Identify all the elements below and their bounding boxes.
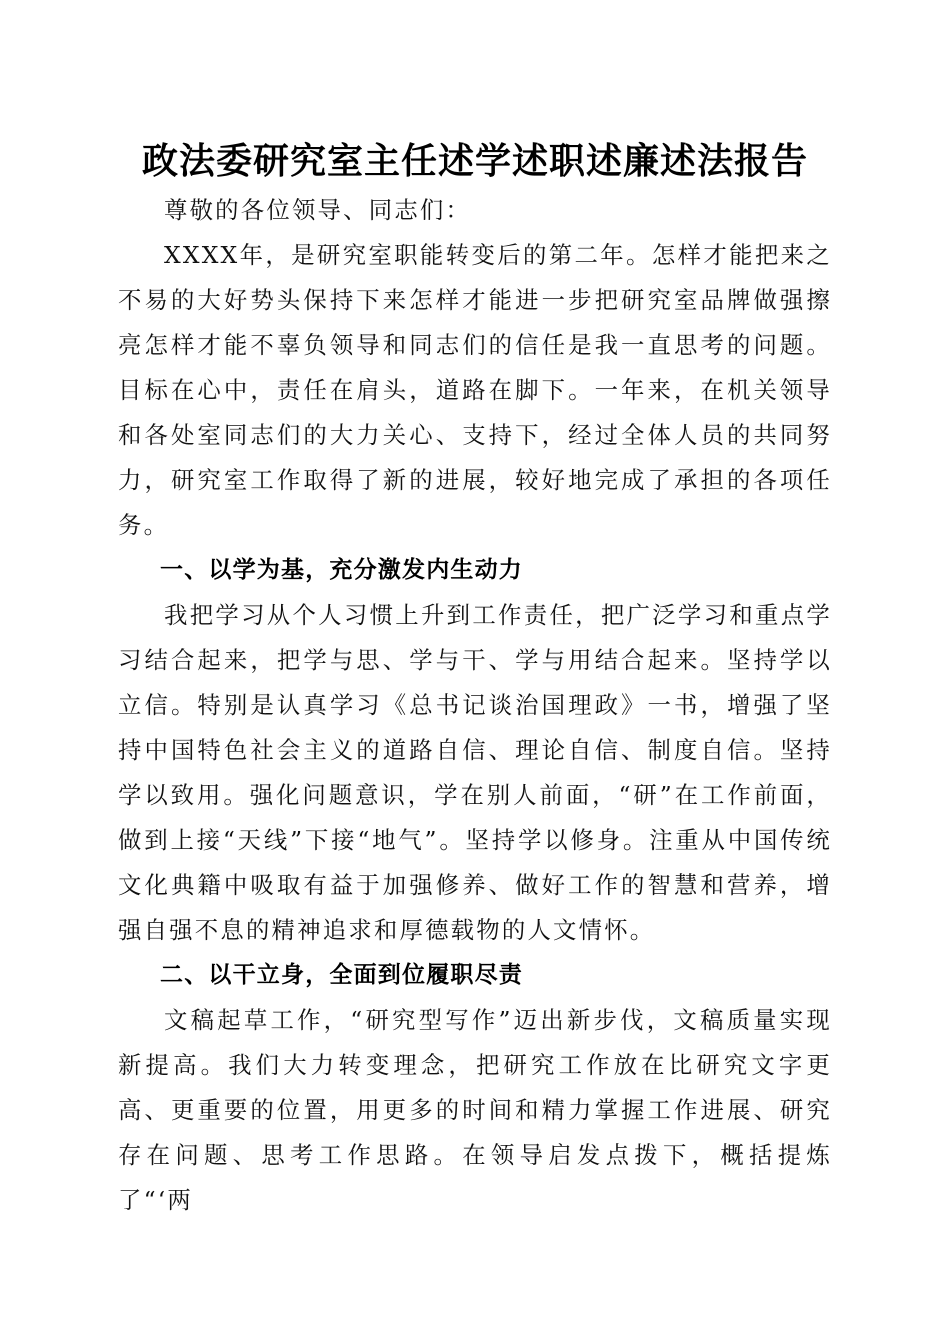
section-heading-2: 二、以干立身，全面到位履职尽责 <box>160 962 523 988</box>
document-body <box>118 138 832 1223</box>
section-body-1: 我把学习从个人习惯上升到工作责任，把广泛学习和重点学习结合起来，把学与思、学与干、学与用结合起来。坚持学以立信。特别是认真学习《总书记谈治国理政》一书，增强了坚持中国特色社会主义的道路自信、理论自信、制度自信。坚持学以致用。强化问题意识，学在别人前面，“研”在工作前面，做到上接“天线”下接“地气”。坚持学以修身。注重从中国传统文化典籍中吸取有益于加强修养、做好工作的智慧和营养，增强自强不息的精神追求和厚德载物的人文情怀。 <box>118 601 832 944</box>
section-heading-1: 一、以学为基，充分激发内生动力 <box>160 557 523 583</box>
section-body-2: 文稿起草工作，“研究型写作”迈出新步伐，文稿质量实现新提高。我们大力转变理念，把研究工作放在比研究文字更高、更重要的位置，用更多的时间和精力掌握工作进展、研究存在问题、思考工作思路。在领导启发点拨下，概括提炼了“‘两 <box>118 1006 832 1214</box>
greeting-paragraph: 尊敬的各位领导、同志们： <box>164 196 472 224</box>
intro-paragraph: XXXX年，是研究室职能转变后的第二年。怎样才能把来之不易的大好势头保持下来怎样才能进一步把研究室品牌做强擦亮怎样才能不辜负领导和同志们的信任是我一直思考的问题。目标在心中，责任在肩头，道路在脚下。一年来，在机关领导和各处室同志们的大力关心、支持下，经过全体人员的共同努力，研究室工作取得了新的进展，较好地完成了承担的各项任务。 <box>118 241 832 539</box>
document-title: 政法委研究室主任述学述职述廉述法报告 <box>141 140 808 182</box>
